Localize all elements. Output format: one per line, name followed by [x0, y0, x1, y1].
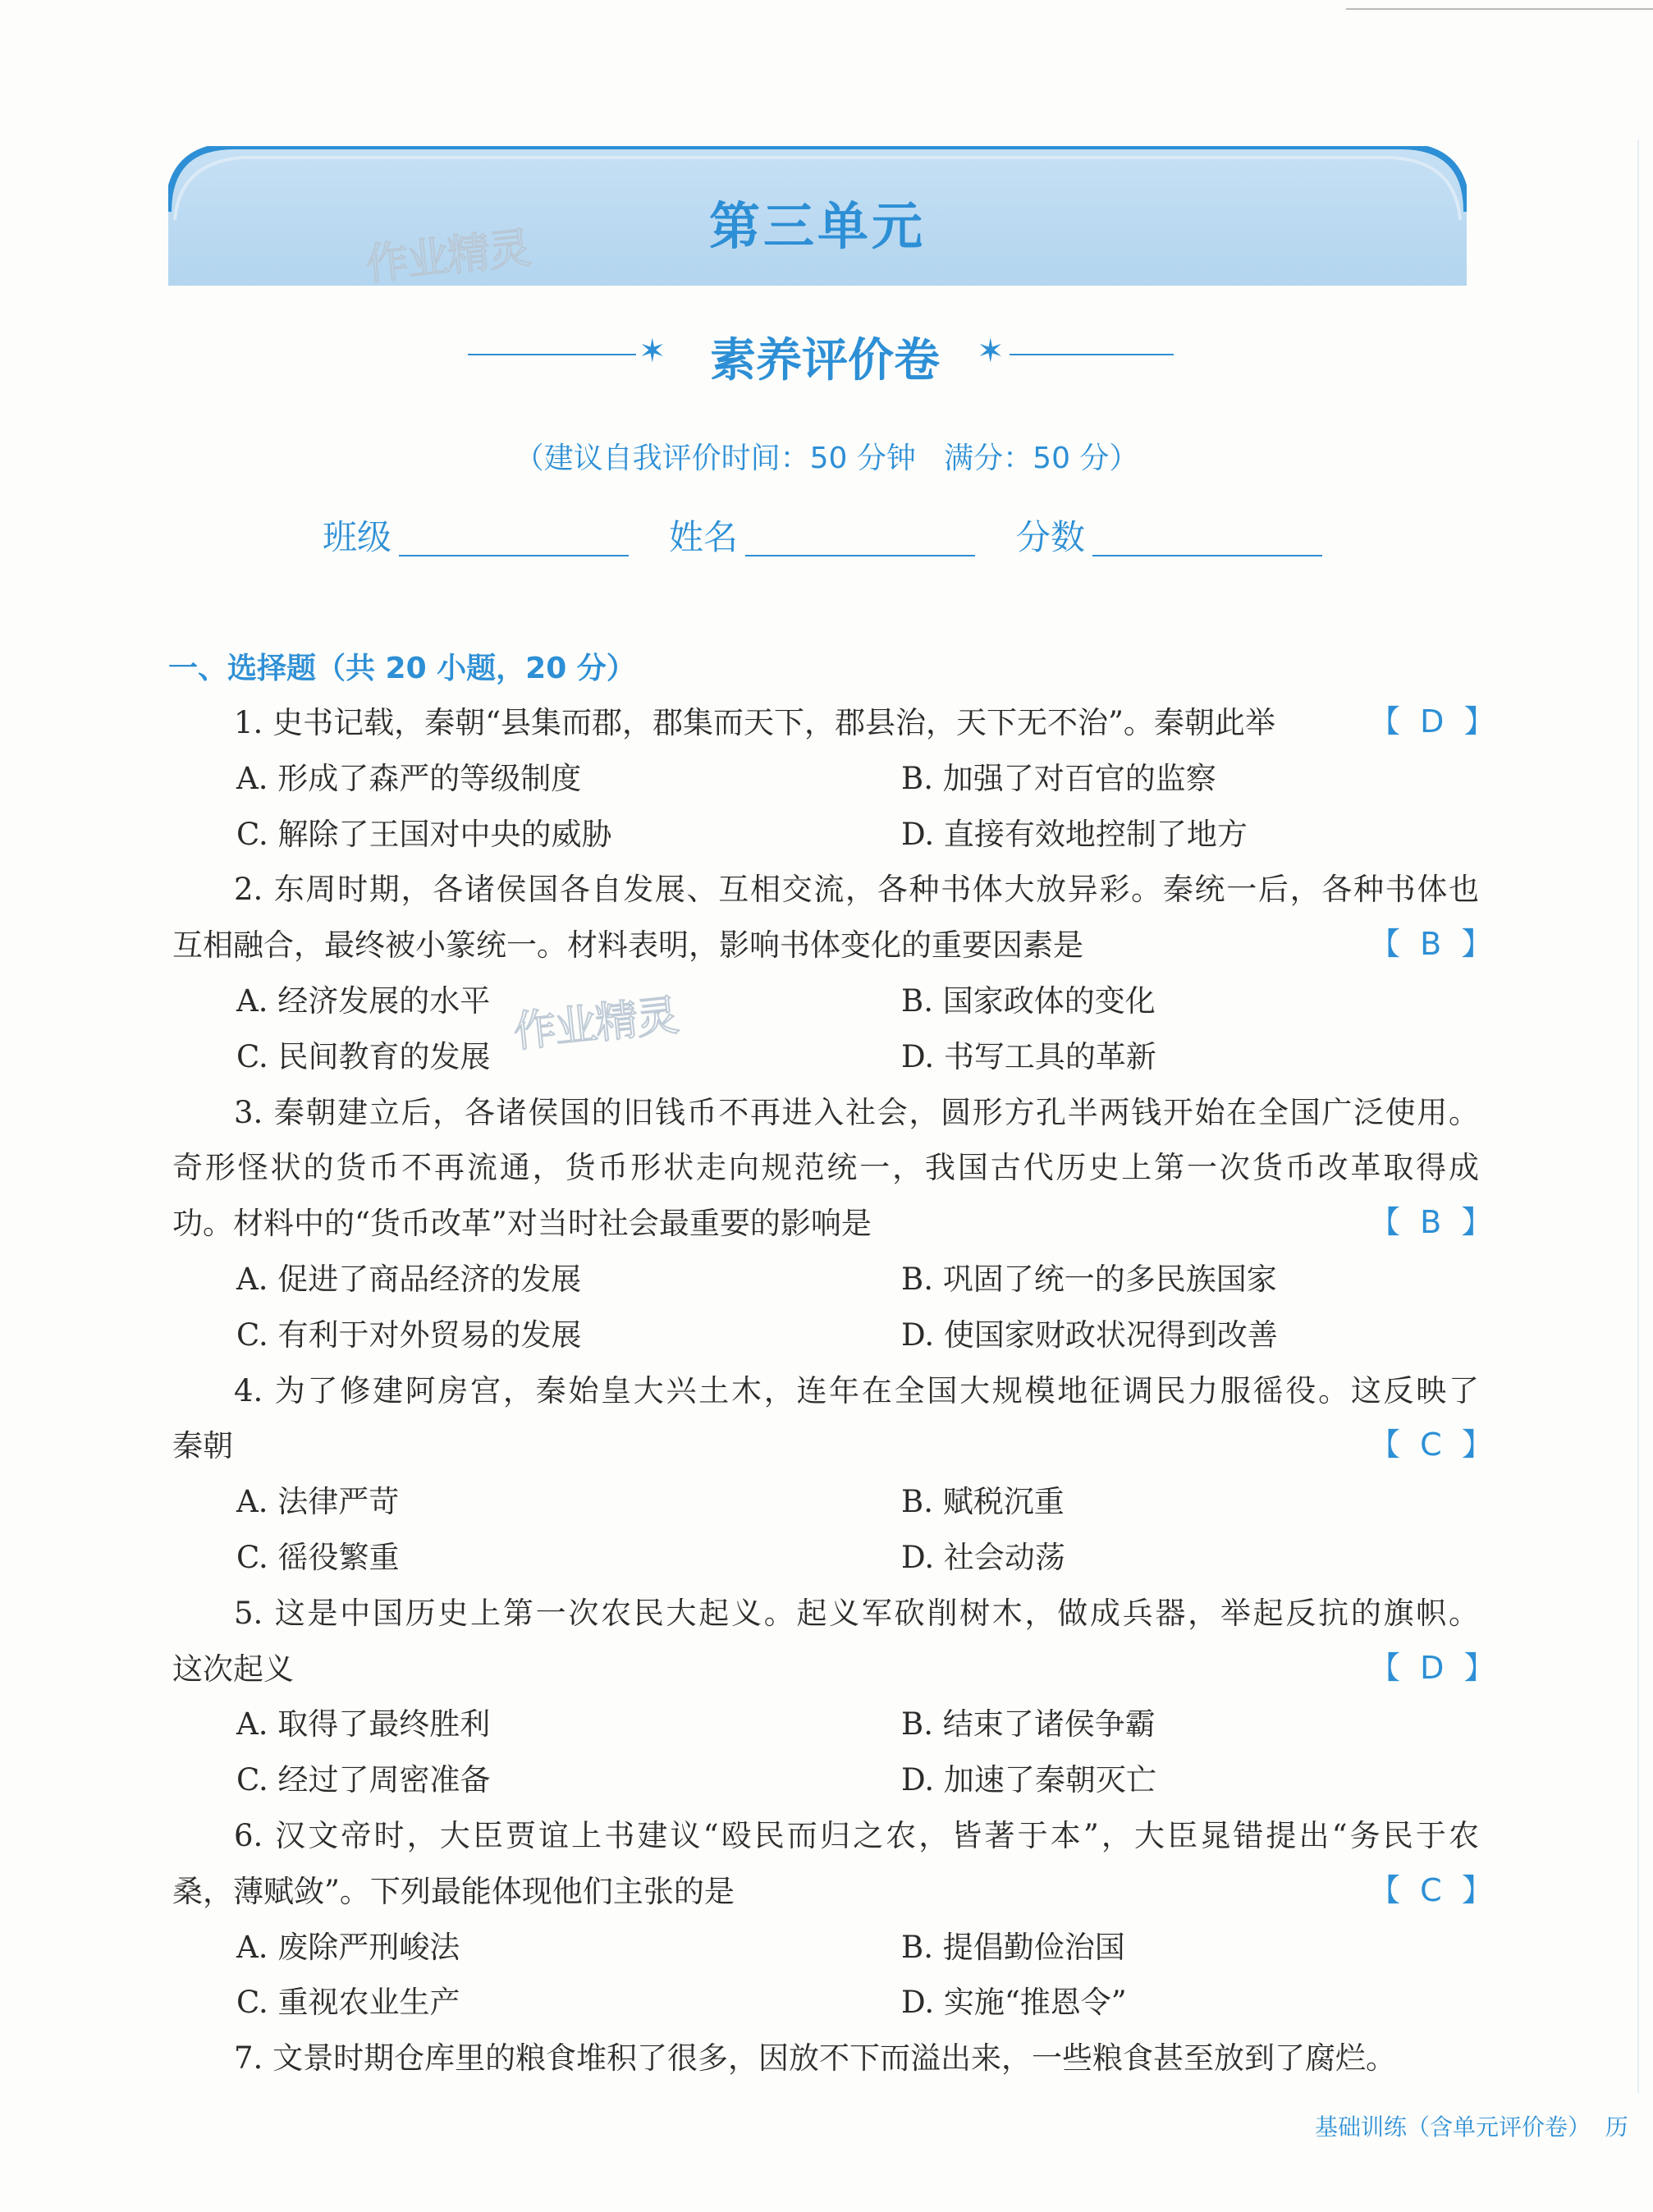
- option: B. 赋税沉重: [901, 1484, 1065, 1520]
- option: D. 使国家财政状况得到改善: [901, 1317, 1278, 1353]
- section-heading: 一、选择题（共 20 小题，20 分）: [168, 652, 636, 685]
- option: B. 巩固了统一的多民族国家: [901, 1262, 1277, 1297]
- class-label: 班级: [323, 517, 392, 557]
- question-stem: 这次起义: [172, 1651, 294, 1687]
- score-label: 分数: [1016, 517, 1086, 557]
- star-icon: ✶: [977, 332, 1005, 370]
- option: B. 国家政体的变化: [901, 983, 1156, 1019]
- option: D. 加速了秦朝灭亡: [901, 1762, 1156, 1798]
- option: B. 提倡勤俭治国: [901, 1929, 1125, 1965]
- option: A. 形成了森严的等级制度: [236, 760, 582, 796]
- option: D. 社会动荡: [901, 1540, 1065, 1575]
- question-stem: 2. 东周时期，各诸侯国各自发展、互相交流，各种书体大放异彩。秦统一后，各种书体也: [234, 872, 1479, 908]
- option: D. 书写工具的革新: [901, 1038, 1156, 1074]
- answer-bracket: 【 C 】: [1369, 1427, 1493, 1463]
- time-note: （建议自我评价时间：50 分钟 满分：50 分）: [514, 442, 1139, 475]
- question-stem: 奇形怪状的货币不再流通，货币形状走向规范统一，我国古代历史上第一次货币改革取得成: [172, 1150, 1479, 1186]
- watermark: 作业精灵: [511, 991, 680, 1058]
- answer-bracket: 【 B 】: [1369, 1204, 1493, 1241]
- unit-title: 第三单元: [708, 196, 926, 256]
- watermark: 作业精灵: [363, 223, 533, 291]
- top-rule: [1346, 8, 1653, 10]
- answer-bracket: 【 B 】: [1369, 926, 1493, 963]
- option: C. 徭役繁重: [236, 1540, 400, 1575]
- question-stem: 3. 秦朝建立后，各诸侯国的旧钱币不再进入社会，圆形方孔半两钱开始在全国广泛使用。: [234, 1094, 1479, 1130]
- question-stem: 5. 这是中国历史上第一次农民大起义。起义军砍削树木，做成兵器，举起反抗的旗帜。: [234, 1595, 1479, 1631]
- option: C. 民间教育的发展: [236, 1038, 491, 1074]
- option: C. 有利于对外贸易的发展: [236, 1317, 582, 1353]
- question-stem: 秦朝: [172, 1428, 233, 1464]
- answer-bracket: 【 D 】: [1369, 1649, 1495, 1686]
- option: A. 促进了商品经济的发展: [236, 1262, 582, 1297]
- question-stem: 4. 为了修建阿房宫，秦始皇大兴土木，连年在全国大规模地征调民力服徭役。这反映了: [234, 1372, 1479, 1408]
- subtitle-row: [468, 324, 1174, 387]
- question-stem: 桑，薄赋敛”。下列最能体现他们主张的是: [172, 1873, 735, 1909]
- option: D. 直接有效地控制了地方: [901, 816, 1248, 852]
- score-field[interactable]: [1092, 555, 1322, 556]
- option: A. 经济发展的水平: [236, 983, 491, 1019]
- question-stem: 6. 汉文帝时，大臣贾谊上书建议“殴民而归之农，皆著于本”，大臣晁错提出“务民于农: [234, 1818, 1479, 1853]
- star-icon: ✶: [639, 332, 666, 370]
- question-stem: 功。材料中的“货币改革”对当时社会最重要的影响是: [172, 1206, 872, 1242]
- subtitle-rule-left: [468, 354, 636, 355]
- option: C. 经过了周密准备: [236, 1762, 491, 1798]
- option: B. 结束了诸侯争霸: [901, 1706, 1156, 1743]
- subtitle-rule-right: [1010, 354, 1174, 355]
- class-field[interactable]: [399, 555, 629, 556]
- name-field[interactable]: [745, 555, 975, 556]
- answer-bracket: 【 C 】: [1369, 1871, 1493, 1908]
- option: A. 取得了最终胜利: [236, 1706, 491, 1743]
- question-stem: 1. 史书记载，秦朝“县集而郡，郡集而天下，郡县治，天下无不治”。秦朝此举: [234, 705, 1275, 740]
- question-stem: 互相融合，最终被小篆统一。材料表明，影响书体变化的重要因素是: [172, 927, 1083, 964]
- option: B. 加强了对百官的监察: [901, 760, 1216, 796]
- unit-banner: [168, 146, 1467, 286]
- option: A. 废除严刑峻法: [236, 1929, 460, 1965]
- option: D. 实施“推恩令”: [901, 1985, 1127, 2021]
- option: C. 解除了王国对中央的威胁: [236, 816, 612, 852]
- option: A. 法律严苛: [236, 1484, 400, 1520]
- name-label: 姓名: [669, 517, 739, 557]
- option: C. 重视农业生产: [236, 1985, 460, 2021]
- page-subtitle: 素养评价卷: [710, 334, 940, 387]
- question-stem: 7. 文景时期仓库里的粮食堆积了很多，因放不下而溢出来，一些粮食甚至放到了腐烂。: [234, 2040, 1397, 2077]
- footer-text: 基础训练（含单元评价卷） 历: [1315, 2114, 1628, 2141]
- page-edge-rule: [1637, 140, 1639, 2093]
- answer-bracket: 【 D 】: [1369, 703, 1495, 740]
